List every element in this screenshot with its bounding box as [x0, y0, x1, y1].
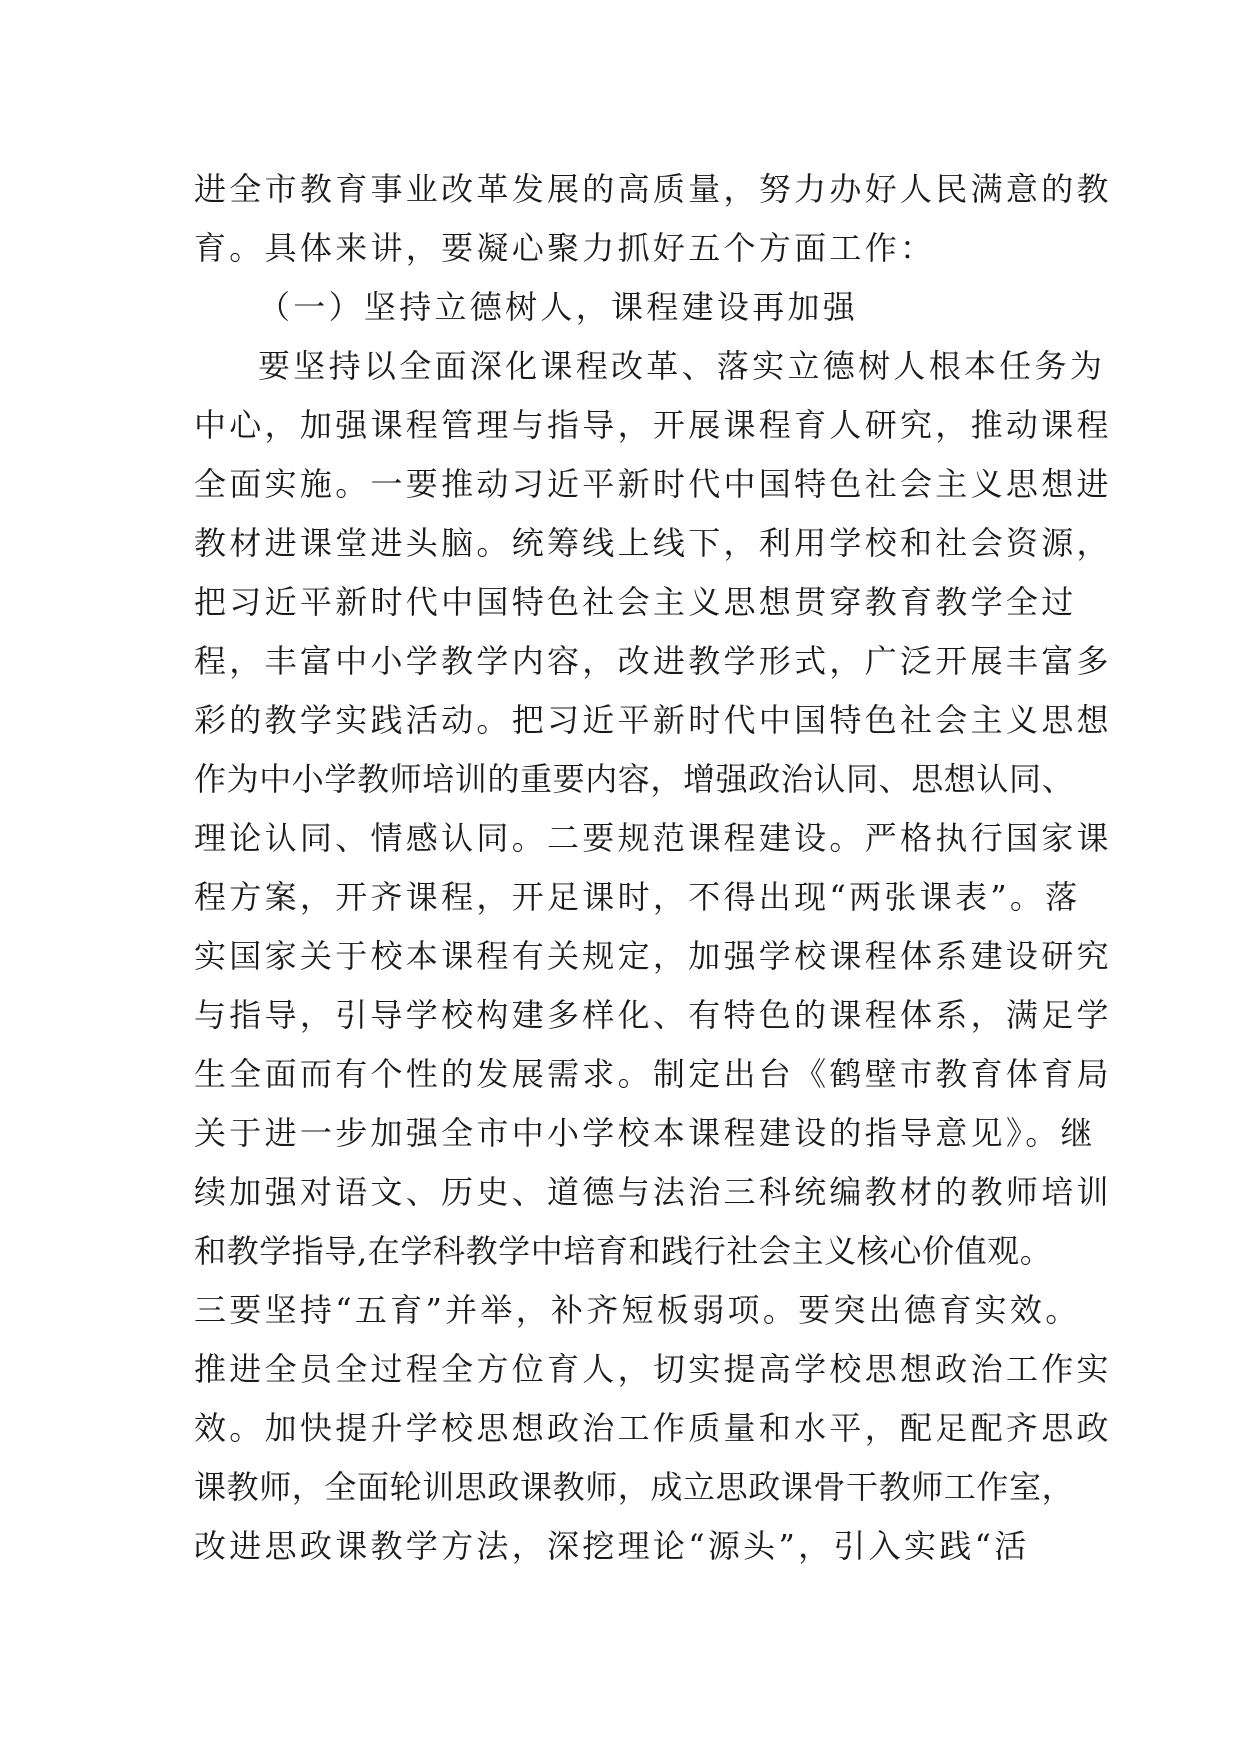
text-line: 进全市教育事业改革发展的高质量，努力办好人民满意的教: [194, 170, 1112, 208]
text-line: 彩的教学实践活动。把习近平新时代中国特色社会主义思想: [194, 701, 1112, 739]
text-line: 和教学指导,在学科教学中培育和践行社会主义核心价值观。: [194, 1232, 1053, 1270]
text-line: 中心，加强课程管理与指导，开展课程育人研究，推动课程: [194, 406, 1112, 444]
text-line: 理论认同、情感认同。二要规范课程建设。严格执行国家课: [194, 819, 1112, 857]
text-line: 与指导，引导学校构建多样化、有特色的课程体系，满足学: [194, 996, 1112, 1034]
text-line: 程，丰富中小学教学内容，改进教学形式，广泛开展丰富多: [194, 642, 1112, 680]
text-line: 改进思政课教学方法，深挖理论“源头”，引入实践“活: [194, 1527, 1030, 1565]
text-line: 关于进一步加强全市中小学校本课程建设的指导意见》。继: [194, 1114, 1096, 1152]
text-line: 效。加快提升学校思想政治工作质量和水平，配足配齐思政: [194, 1409, 1112, 1447]
section-heading: （一）坚持立德树人，课程建设再加强: [258, 288, 859, 326]
text-line: 续加强对语文、历史、道德与法治三科统编教材的教师培训: [194, 1173, 1112, 1211]
text-line: 全面实施。一要推动习近平新时代中国特色社会主义思想进: [194, 465, 1112, 503]
text-line: 实国家关于校本课程有关规定，加强学校课程体系建设研究: [194, 937, 1112, 975]
text-line: 生全面而有个性的发展需求。制定出台《鹤壁市教育体育局: [194, 1055, 1112, 1093]
text-line: 要坚持以全面深化课程改革、落实立德树人根本任务为: [258, 347, 1106, 385]
text-line: 育。具体来讲，要凝心聚力抓好五个方面工作：: [194, 229, 936, 267]
body-text: [194, 160, 1112, 1576]
text-line: 教材进课堂进头脑。统筹线上线下，利用学校和社会资源，: [194, 524, 1112, 562]
text-line: 程方案，开齐课程，开足课时，不得出现“两张课表”。落: [194, 878, 1081, 916]
text-line: 三要坚持“五育”并举，补齐短板弱项。要突出德育实效。: [194, 1291, 1081, 1329]
text-line: 课教师，全面轮训思政课教师，成立思政课骨干教师工作室，: [194, 1468, 1075, 1506]
text-line: 把习近平新时代中国特色社会主义思想贯穿教育教学全过: [194, 583, 1077, 621]
text-line: 作为中小学教师培训的重要内容，增强政治认同、思想认同、: [194, 760, 1075, 798]
text-line: 推进全员全过程全方位育人，切实提高学校思想政治工作实: [194, 1350, 1112, 1388]
